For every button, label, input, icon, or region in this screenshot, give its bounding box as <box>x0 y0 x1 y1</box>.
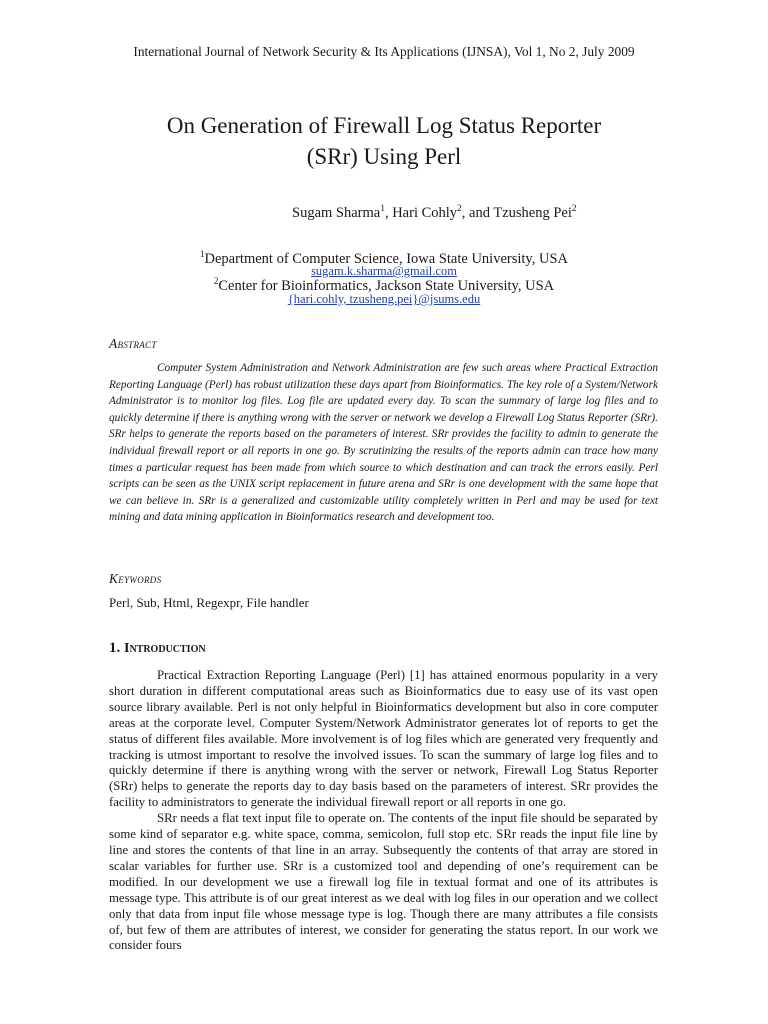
abstract-heading: Abstract <box>109 336 157 351</box>
affiliation-mark: 1 <box>200 249 205 259</box>
paper-title <box>0 110 768 172</box>
author-separator: , and <box>461 205 494 221</box>
abstract-text: Computer System Administration and Network Administration are few such areas where Practical Extraction Reporting Language (Perl) has robust utilization these days apart from Bioinformatics. The key role of a System/Network Administrator is to monitor log files. Log file are updated every day. To scan the summary of large log files and to quickly determine if there is anything wrong with the server or network we develop a Firewall Log Status Reporter (SRr). SRr helps to generate the reports based on the parameters of interest. SRr provides the facility to admin to generate the individual firewall report or all reports in one go. By scrutinizing the results of the reports admin can trace how many times a particular request has been made from which source to which destination and can track the errors easily. Perl scripts can be seen as the UNIX script replacement in future arena and SRr is one development with the same hope that we can believe in. SRr is a generalized and customizable utility completely written in Perl and may be used for text mining and data mining application in Bioinformatics research and development too. <box>109 362 658 524</box>
affiliation-mark: 2 <box>213 276 219 286</box>
title-line-2: (SRr) Using Perl <box>306 144 462 169</box>
section-title: Introduction <box>124 641 206 656</box>
author-affiliation-mark: 1 <box>380 204 385 214</box>
intro-paragraph-2: SRr needs a flat text input file to operate on. The contents of the input file should be separated by some kind of separator e.g. white space, comma, semicolon, full stop etc. SRr reads the input file line by line and stores the contents of that line in an array. Subsequently the contents of that array are stored in scalar variables for further use. SRr is a customized tool and depending of one’s requirement can be modified. In our development we use a firewall log file in textual format and one of its attributes is message type. This attribute is of our great interest as we deal with log files in our operation and we collect only that data from input file whose message type is log. Though there are many attributes a file consists of, but few of them are attributes of interest, we consider for generating the status report. In our work we consider fours <box>109 811 658 953</box>
journal-header: International Journal of Network Security & Its Applications (IJNSA), Vol 1, No 2, July 2009 <box>133 44 635 59</box>
email-link-1[interactable]: sugam.k.sharma@gmail.com <box>311 264 457 278</box>
author-name: Tzusheng Pei <box>493 205 572 221</box>
section-number: 1. <box>109 640 124 656</box>
author-affiliation-mark: 2 <box>571 204 577 214</box>
title-line-1: On Generation of Firewall Log Status Reporter <box>166 113 602 138</box>
introduction-heading <box>109 640 206 657</box>
author-separator: , <box>384 205 393 221</box>
keywords-heading: Keywords <box>109 571 162 586</box>
author-name: Sugam Sharma <box>292 205 381 221</box>
author-list <box>292 204 577 222</box>
abstract-body <box>109 360 658 526</box>
keywords-list: Perl, Sub, Html, Regexpr, File handler <box>109 595 309 610</box>
intro-paragraph-1: Practical Extraction Reporting Language (Perl) [1] has attained enormous popularity in a very short duration in different computational areas such as Bioinformatics due to easy use of its vast open source library available. Perl is not only helpful in Bioinformatics development but also in core computer areas at the corporate level. Computer System/Network Administrator generates lot of reports to get the status of different files available. More involvement is of log files which are generated very frequently and tracking is utmost important to resolve the involved issues. To scan the summary of large log files and to quickly determine if there is anything wrong with the server or network, Firewall Log Status Reporter (SRr) helps to generate the reports day to day basis based on the parameters of interest. SRr provides the facility to administrators to generate the individual firewall report or all reports in one go. <box>109 668 658 810</box>
author-affiliation-mark: 2 <box>457 204 462 214</box>
introduction-body <box>109 668 658 954</box>
email-link-2[interactable]: {hari.cohly, tzusheng.pei}@jsums.edu <box>287 292 481 306</box>
author-name: Hari Cohly <box>392 205 458 221</box>
affiliation-text: Department of Computer Science, Iowa State University, USA <box>204 251 568 267</box>
affiliation-text: Center for Bioinformatics, Jackson State University, USA <box>218 278 555 294</box>
